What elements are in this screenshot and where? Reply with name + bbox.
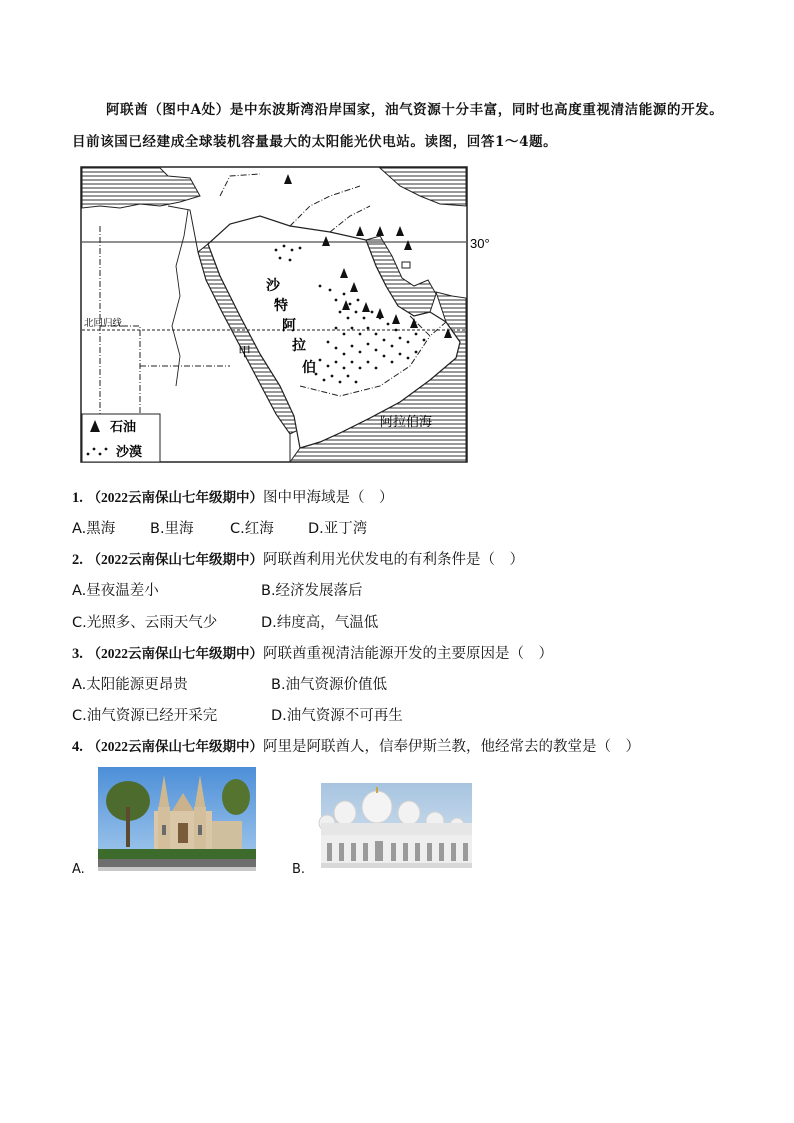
- q3-option-c[interactable]: C.油气资源已经开采完: [72, 708, 218, 724]
- q1-option-b[interactable]: B.里海: [150, 521, 194, 537]
- label-sea-jia: 甲: [238, 345, 252, 360]
- question-4: [72, 735, 640, 756]
- question-source: （2022云南保山七年级期中）: [87, 646, 263, 661]
- question-source: （2022云南保山七年级期中）: [87, 490, 263, 505]
- mosque-photo[interactable]: [321, 783, 472, 868]
- legend-desert-label: 沙漠: [116, 445, 143, 460]
- question-source: （2022云南保山七年级期中）: [87, 739, 263, 754]
- label-arabian-sea: 阿拉伯海: [380, 415, 433, 430]
- middle-east-map: [80, 166, 490, 463]
- question-text: 阿联酋利用光伏发电的有利条件是（ ）: [262, 552, 524, 568]
- intro-paragraph: 阿联酋（图中A处）是中东波斯湾沿岸国家，油气资源十分丰富，同时也高度重视清洁能源的开发。目前该国已经建成全球装机容量最大的太阳能光伏电站。读图，回答1～4题。: [72, 102, 724, 150]
- label-saudi-char: 阿: [282, 318, 296, 334]
- question-number: 1.: [72, 490, 83, 506]
- q2-option-b[interactable]: B.经济发展落后: [261, 583, 363, 599]
- label-saudi-char: 沙: [266, 278, 280, 294]
- q3-option-b[interactable]: B.油气资源价值低: [271, 677, 388, 693]
- q1-option-a[interactable]: A.黑海: [72, 521, 116, 537]
- question-number: 4.: [72, 739, 83, 755]
- label-saudi-char: 拉: [292, 338, 306, 354]
- question-source: （2022云南保山七年级期中）: [87, 552, 263, 567]
- q4-option-a-label[interactable]: A.: [72, 862, 85, 877]
- label-saudi-char: 特: [274, 298, 288, 314]
- q2-option-d[interactable]: D.纬度高，气温低: [261, 615, 379, 631]
- q1-option-c[interactable]: C.红海: [230, 521, 274, 537]
- label-tropic-of-cancer: 北回归线: [84, 318, 123, 329]
- q4-option-b-label[interactable]: B.: [292, 862, 306, 877]
- question-text: 阿联酋重视清洁能源开发的主要原因是（ ）: [262, 646, 553, 662]
- question-2: [72, 548, 524, 569]
- question-number: 2.: [72, 552, 83, 568]
- q2-option-c[interactable]: C.光照多、云雨天气少: [72, 615, 218, 631]
- map-legend: [82, 414, 160, 462]
- q3-option-a[interactable]: A.太阳能源更昂贵: [72, 677, 188, 693]
- question-1: [72, 486, 393, 507]
- q1-option-d[interactable]: D.亚丁湾: [308, 521, 368, 537]
- question-number: 3.: [72, 646, 83, 662]
- question-3: [72, 642, 553, 663]
- lake: [402, 262, 410, 268]
- q2-option-a[interactable]: A.昼夜温差小: [72, 583, 159, 599]
- label-saudi-char: 伯: [302, 360, 316, 376]
- question-text: 阿里是阿联酋人，信奉伊斯兰教，他经常去的教堂是（ ）: [262, 739, 640, 755]
- question-text: 图中甲海域是（ ）: [262, 490, 394, 506]
- label-30-degrees: 30°: [470, 236, 490, 251]
- legend-oil-label: 石油: [110, 420, 137, 435]
- church-photo[interactable]: [98, 767, 256, 871]
- q3-option-d[interactable]: D.油气资源不可再生: [271, 708, 403, 724]
